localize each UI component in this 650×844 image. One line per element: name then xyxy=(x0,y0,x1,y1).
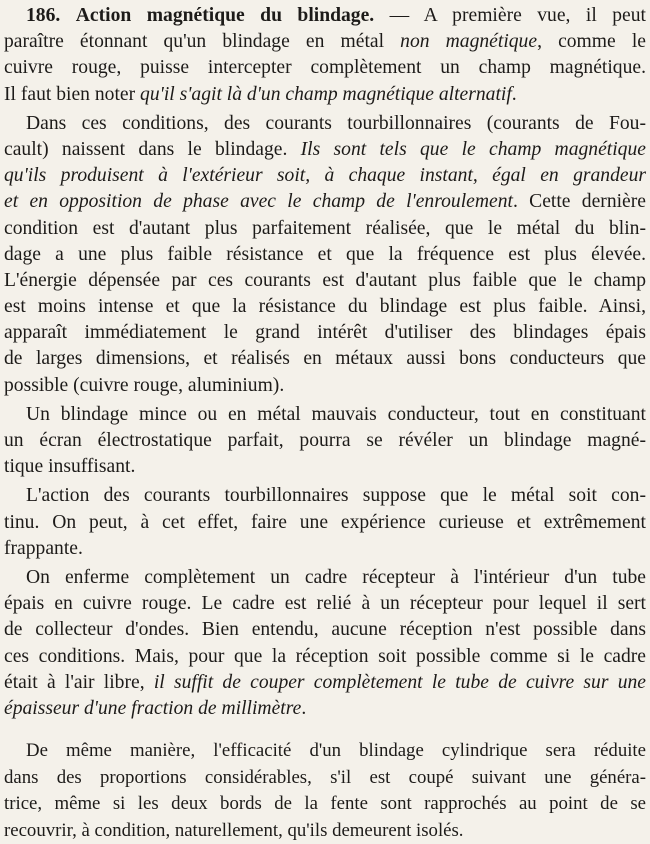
line: Il faut bien noter qu'il s'agit là d'un champ magnétique alternatif. xyxy=(4,83,517,105)
line: tinu. On peut, à cet effet, faire une expérience curieuse et extrêmement xyxy=(4,511,646,533)
line: Dans ces conditions, des courants tourbillonnaires (courants de Fou- xyxy=(26,112,646,134)
line: est moins intense et que la résistance du blindage est plus faible. Ainsi, xyxy=(4,296,646,318)
line: qu'ils produisent à l'extérieur soit, à chaque instant, égal en grandeur xyxy=(4,165,646,187)
line: épais en cuivre rouge. Le cadre est relié à un récepteur pour lequel il sert xyxy=(4,593,646,615)
line: de larges dimensions, et réalisés en métaux aussi bons conducteurs que xyxy=(4,348,646,370)
line: recouvrir, à condition, naturellement, qu'ils demeurent isolés. xyxy=(4,819,464,841)
line: L'action des courants tourbillonnaires suppose que le métal soit con- xyxy=(26,485,646,507)
line: frappante. xyxy=(4,537,83,559)
paragraph-3 xyxy=(4,402,646,481)
line: trice, même si les deux bords de la fente sont rapprochés au point de se xyxy=(4,793,646,815)
line: épaisseur d'une fraction de millimètre. xyxy=(4,697,307,719)
paragraph-1 xyxy=(4,3,646,108)
line: cuivre rouge, puisse intercepter complètement un champ magnétique. xyxy=(4,57,646,79)
line: condition est d'autant plus parfaitement réalisée, que le métal du blin- xyxy=(4,217,646,239)
line: Un blindage mince ou en métal mauvais conducteur, tout en constituant xyxy=(26,403,646,425)
paragraph-2 xyxy=(4,111,646,399)
line: dage a une plus faible résistance et que la fréquence est plus élevée. xyxy=(4,243,646,265)
line: dans des proportions considérables, s'il est coupé suivant une généra- xyxy=(4,766,646,788)
line: 186. Action magnétique du blindage. — A première vue, il peut xyxy=(26,5,646,26)
line: De même manière, l'efficacité d'un blindage cylindrique sera réduite xyxy=(26,740,646,762)
paragraph-5 xyxy=(4,565,646,722)
line: tique insuffisant. xyxy=(4,456,136,478)
section-title: Action magnétique du blindage. xyxy=(75,5,375,26)
line: et en opposition de phase avec le champ de l'enroulement. Cette dernière xyxy=(4,191,646,213)
line: L'énergie dépensée par ces courants est d'autant plus faible que le champ xyxy=(4,269,646,291)
line: apparaît immédiatement le grand intérêt d'utiliser des blindages épais xyxy=(4,322,646,344)
section-number: 186. xyxy=(26,5,61,26)
line: était à l'air libre, il suffit de couper complètement le tube de cuivre sur une xyxy=(4,671,646,693)
line: un écran électrostatique parfait, pourra se révéler un blindage magné- xyxy=(4,430,646,451)
line: paraître étonnant qu'un blindage en métal non magnétique, comme le xyxy=(4,31,646,53)
line: On enferme complètement un cadre récepteur à l'intérieur d'un tube xyxy=(26,566,646,588)
line: de collecteur d'ondes. Bien entendu, aucune réception n'est possible dans xyxy=(4,619,646,641)
line: possible (cuivre rouge, aluminium). xyxy=(4,374,285,396)
line: ces conditions. Mais, pour que la réception soit possible comme si le cadre xyxy=(4,645,646,667)
line: cault) naissent dans le blindage. Ils sont tels que le champ magnétique xyxy=(4,138,646,160)
paragraph-4 xyxy=(4,483,646,562)
paragraph-6 xyxy=(4,738,646,844)
